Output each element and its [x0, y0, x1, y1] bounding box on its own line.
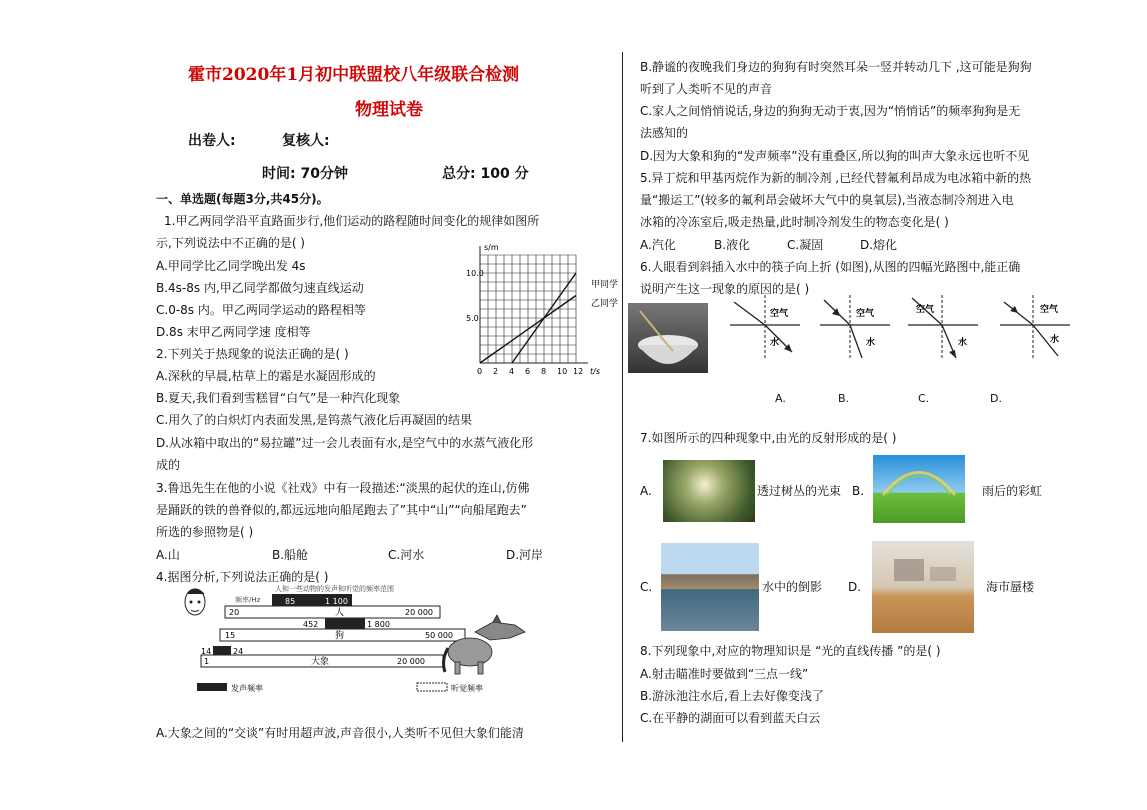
q6-option-b: B. — [838, 392, 850, 405]
q1-option-d: D.8s 末甲乙两同学速 度相等 — [156, 325, 311, 339]
x-tick-label: 2 — [493, 367, 499, 376]
q4-elephant-hear-high: 20 000 — [397, 657, 425, 666]
q4-elephant-emit-bar — [213, 646, 231, 655]
x-tick-label: 10 — [557, 367, 568, 376]
q4-option-d: D.因为大象和狗的“发声频率”没有重叠区,所以狗的叫声大象永远也听不见 — [640, 149, 1030, 163]
q4-person-emit-high: 1 100 — [325, 597, 348, 606]
q4-person-hear-low: 20 — [229, 608, 240, 617]
q5-stem-line3: 冰箱的冷冻室后,吸走热量,此时制冷剂发生的物态变化是( ) — [640, 215, 949, 229]
q5-option-a: A.汽化 — [640, 238, 676, 252]
authors-label: 出卷人: — [188, 133, 236, 149]
q8-option-b: B.游泳池注水后,看上去好像变浅了 — [640, 689, 824, 703]
q7-option-a-caption: 透过树丛的光束 — [757, 484, 842, 498]
q4-stem: 4.据图分析,下列说法正确的是( ) — [156, 570, 329, 584]
air-label-b: 空气 — [856, 309, 875, 319]
q6-stem-line2: 说明产生这一现象的原因的是( ) — [640, 282, 810, 296]
q1-stem-line1: 1.甲乙两同学沿平直路面步行,他们运动的路程随时间变化的规律如图所 — [164, 214, 540, 228]
diagram-a — [730, 295, 800, 360]
q4-dog-emit-high: 1 800 — [367, 620, 390, 629]
column-divider — [622, 52, 623, 742]
y-tick-label: 5.0 — [466, 314, 479, 323]
q3-stem-line3: 所选的参照物是( ) — [156, 525, 254, 539]
q6-option-d: D. — [990, 392, 1002, 405]
q4-option-b-line2: 听到了人类听不见的声音 — [640, 82, 773, 96]
q7-option-b-caption: 雨后的彩虹 — [982, 484, 1043, 498]
q7-option-c: C. — [640, 580, 653, 594]
legend-yi: 乙同学 — [591, 299, 619, 309]
legend-emit-label: 发声频率 — [231, 684, 263, 693]
q4-option-c-line1: C.家人之间悄悄说话,身边的狗狗无动于衷,因为“悄悄话”的频率狗狗是无 — [640, 104, 1021, 118]
q4-figure-title: 人和一些动物的发声和听觉的频率范围 — [275, 585, 394, 593]
time-text: 时间: 70分钟 — [262, 166, 348, 182]
x-tick-label: 12 — [573, 367, 584, 376]
diagram-b — [820, 295, 890, 360]
q3-stem-line1: 3.鲁迅先生在他的小说《社戏》中有一段描述:“淡黑的起伏的连山,仿佛 — [156, 481, 530, 495]
y-tick-label: 10.0 — [466, 269, 484, 278]
q7-option-d: D. — [848, 580, 862, 594]
bowl-chopstick-photo — [628, 303, 708, 373]
q4-frequency-figure — [175, 580, 535, 695]
q3-option-d: D.河岸 — [506, 548, 544, 562]
q4-elephant-name: 大象 — [311, 657, 330, 667]
chart-xlabel: t/s — [590, 367, 600, 376]
diagram-d — [1000, 295, 1070, 360]
q4-elephant-emit-low: 14 — [201, 647, 212, 656]
legend-hear-swatch — [417, 683, 447, 691]
q3-option-c: C.河水 — [388, 548, 425, 562]
q7-option-c-caption: 水中的倒影 — [762, 580, 823, 594]
q4-dog-name: 狗 — [335, 631, 345, 641]
water-label-d: 水 — [1050, 335, 1060, 345]
q4-option-b-line1: B.静谧的夜晚我们身边的狗狗有时突然耳朵一竖并转动几下 ,这可能是狗狗 — [640, 60, 1032, 74]
q4-dog-emit-low: 452 — [303, 620, 319, 629]
q4-dog-hear-low: 15 — [225, 631, 236, 640]
air-label-c: 空气 — [916, 305, 935, 315]
q1-stem-line2: 示,下列说法中不正确的是( ) — [156, 236, 305, 250]
q5-option-d: D.熔化 — [860, 238, 898, 252]
q2-option-c: C.用久了的白炽灯内表面发黑,是钨蒸气液化后再凝固的结果 — [156, 413, 473, 427]
person-icon — [185, 589, 205, 615]
q5-stem-line1: 5.异丁烷和甲基丙烷作为新的制冷剂 ,已经代替氟利昂成为电冰箱中新的热 — [640, 171, 1032, 185]
water-label-a: 水 — [770, 338, 780, 348]
q7-option-d-caption: 海市蜃楼 — [986, 580, 1035, 594]
total-text: 总分: 100 分 — [442, 166, 529, 182]
air-label-a: 空气 — [770, 309, 789, 319]
q4-person-emit-low: 85 — [285, 597, 296, 606]
q4-elephant-hear-low: 1 — [204, 657, 210, 666]
q4-dog-emit-bar — [325, 618, 365, 629]
q1-option-b: B.4s-8s 内,甲乙同学都做匀速直线运动 — [156, 281, 364, 295]
q3-option-a: A.山 — [156, 548, 180, 562]
q1-option-c: C.0-8s 内。甲乙两同学运动的路程相等 — [156, 303, 366, 317]
reviewer-label: 复核人: — [282, 133, 330, 149]
q6-option-c: C. — [918, 392, 930, 405]
section1-heading: 一、单选题(每题3分,共45分)。 — [156, 192, 329, 206]
chart-grid — [480, 246, 588, 363]
q5-option-b: B.液化 — [714, 238, 751, 252]
q3-stem-line2: 是踊跃的铁的兽脊似的,都远远地向船尾跑去了”其中“山”“向船尾跑去” — [156, 503, 527, 517]
q2-option-d-line1: D.从冰箱中取出的“易拉罐”过一会儿表面有水,是空气中的水蒸气液化形 — [156, 436, 534, 450]
x-tick-label: 4 — [509, 367, 515, 376]
tree-light-beams-photo — [663, 460, 755, 522]
q4-dog-hear-high: 50 000 — [425, 631, 453, 640]
x-tick-label: 0 — [477, 367, 483, 376]
q7-option-b: B. — [852, 484, 865, 498]
q1-option-a: A.甲同学比乙同学晚出发 4s — [156, 259, 306, 273]
q2-option-d-line2: 成的 — [156, 458, 181, 472]
legend-jia: 甲同学 — [591, 280, 619, 290]
mirage-photo — [872, 541, 974, 633]
q5-option-c: C.凝固 — [787, 238, 824, 252]
q4-option-a: A.大象之间的“交谈”有时用超声波,声音很小,人类听不见但大象们能清 — [156, 726, 524, 740]
elephant-icon — [444, 638, 492, 674]
diagram-c — [908, 295, 978, 360]
water-label-c: 水 — [958, 338, 968, 348]
q7-option-a: A. — [640, 484, 652, 498]
exam-title: 霍市2020年1月初中联盟校八年级联合检测 — [188, 65, 520, 85]
legend-hear-label: 听觉频率 — [451, 684, 483, 693]
q2-stem: 2.下列关于热现象的说法正确的是( ) — [156, 347, 349, 361]
rainbow-photo — [873, 455, 965, 523]
q1-distance-time-chart — [466, 240, 620, 380]
water-label-b: 水 — [866, 338, 876, 348]
q4-elephant-emit-high: 24 — [233, 647, 244, 656]
exam-subtitle: 物理试卷 — [355, 100, 423, 120]
q5-stem-line2: 量“搬运工”(较多的氟利昂会破坏大气中的臭氧层),当液态制冷剂进入电 — [640, 193, 1014, 207]
q6-light-path-diagrams — [720, 290, 1100, 365]
q2-option-b: B.夏天,我们看到雪糕冒“白气”是一种汽化现象 — [156, 391, 401, 405]
q4-person-name: 人 — [335, 608, 345, 618]
chart-ylabel: s/m — [484, 243, 499, 252]
q8-stem: 8.下列现象中,对应的物理知识是 “光的直线传播 ”的是( ) — [640, 644, 941, 658]
air-label-d: 空气 — [1040, 305, 1059, 315]
legend-emit-swatch — [197, 683, 227, 691]
q4-person-hear-high: 20 000 — [405, 608, 433, 617]
q8-option-a: A.射击瞄准时要做到“三点一线” — [640, 667, 809, 681]
q7-stem: 7.如图所示的四种现象中,由光的反射形成的是( ) — [640, 431, 897, 445]
q6-stem-line1: 6.人眼看到斜插入水中的筷子向上折 (如图),从图的四幅光路图中,能正确 — [640, 260, 1021, 274]
q2-option-a: A.深秋的早晨,枯草上的霜是水凝固形成的 — [156, 369, 376, 383]
x-tick-label: 6 — [525, 367, 531, 376]
water-reflection-photo — [661, 543, 759, 631]
q4-option-c-line2: 法感知的 — [640, 126, 689, 140]
q4-unit: 频率/Hz — [235, 596, 261, 604]
dog-icon — [475, 615, 525, 640]
x-tick-label: 8 — [541, 367, 547, 376]
q6-option-a: A. — [775, 392, 786, 405]
q3-option-b: B.船舱 — [272, 548, 309, 562]
q8-option-c: C.在平静的湖面可以看到蓝天白云 — [640, 711, 821, 725]
